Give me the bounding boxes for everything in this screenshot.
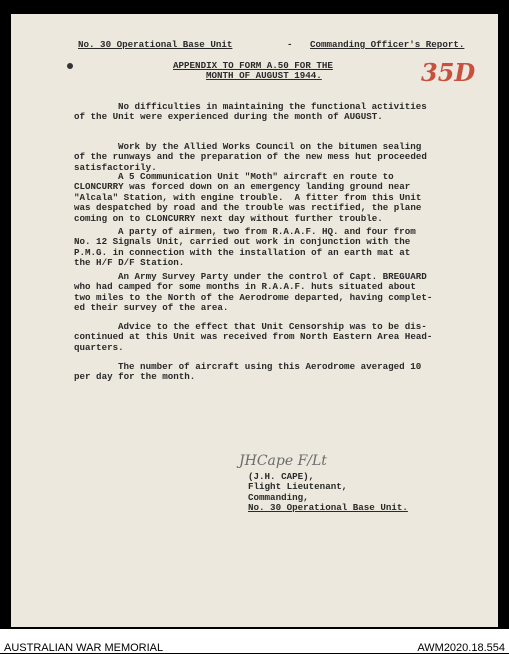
signature-handwritten: JHCape F/Lt (239, 453, 327, 469)
report-header: Commanding Officer's Report. (310, 39, 465, 50)
paragraph-line: ed their survey of the area. (74, 302, 229, 314)
paragraph-line: coming on to CLONCURRY next day without further trouble. (74, 212, 383, 224)
title-line-2: MONTH OF AUGUST 1944. (206, 70, 322, 81)
paragraph-line: continued at this Unit was received from North Eastern Area Head- (74, 331, 433, 343)
handwritten-reference: 35D (421, 58, 476, 87)
header-dash: - (287, 39, 293, 50)
paragraph-line: who had camped for some months in R.A.A.F. huts situated about (74, 281, 416, 293)
footer-bar (0, 629, 509, 653)
document-page (11, 14, 498, 627)
paragraph (74, 322, 474, 353)
signatory-role: Commanding, (248, 492, 309, 503)
paragraph-line: No. 12 Signals Unit, carried out work in conjunction with the (74, 236, 411, 248)
paragraph-line: A party of airmen, two from R.A.A.F. HQ. and four from (118, 226, 416, 237)
paragraph-line: two miles to the North of the Aerodrome departed, having complet- (74, 291, 433, 303)
paragraph-line: quarters. (74, 341, 124, 353)
paragraph-line: An Army Survey Party under the control of Capt. BREGUARD (118, 271, 427, 282)
paragraph-line: The number of aircraft using this Aerodrome averaged 10 (118, 361, 422, 372)
paragraph (74, 272, 474, 314)
paragraph-line: per day for the month. (74, 371, 196, 383)
paragraph-line: Advice to the effect that Unit Censorship was to be dis- (118, 321, 427, 332)
paragraph-line: was despatched by road and the trouble was rectified, the plane (74, 202, 422, 214)
paragraph-line: of the Unit were experienced during the month of AUGUST. (74, 111, 383, 123)
paragraph-line: Work by the Allied Works Council on the bitumen sealing (118, 141, 422, 152)
paragraph (74, 227, 474, 269)
paragraph (74, 172, 474, 224)
ink-spot (67, 63, 73, 69)
paragraph-line: No difficulties in maintaining the functional activities (118, 101, 427, 112)
paragraph-line: of the runways and the preparation of the new mess hut proceeded (74, 151, 427, 163)
title-line-1: APPENDIX TO FORM A.50 FOR THE (173, 60, 333, 71)
footer-accession: AWM2020.18.554 (417, 642, 505, 654)
footer-institution: AUSTRALIAN WAR MEMORIAL (4, 642, 164, 654)
paragraph (74, 362, 474, 383)
paragraph-line: "Alcala" Station, with engine trouble. A fitter from this Unit (74, 191, 422, 203)
paragraph-line: the H/F D/F Station. (74, 257, 185, 269)
paragraph-line: CLONCURRY was forced down on an emergency landing ground near (74, 181, 411, 193)
paragraph (74, 102, 474, 123)
paragraph-line: satisfactorily. (74, 161, 157, 173)
paragraph (74, 142, 474, 173)
paragraph-line: P.M.G. in connection with the installation of an earth mat at (74, 246, 411, 258)
paragraph-line: A 5 Communication Unit "Moth" aircraft en route to (118, 171, 394, 182)
signatory-name: (J.H. CAPE), (248, 471, 315, 482)
unit-header: No. 30 Operational Base Unit (78, 39, 233, 50)
signatory-rank: Flight Lieutenant, (248, 481, 348, 492)
signatory-unit: No. 30 Operational Base Unit. (248, 502, 408, 513)
